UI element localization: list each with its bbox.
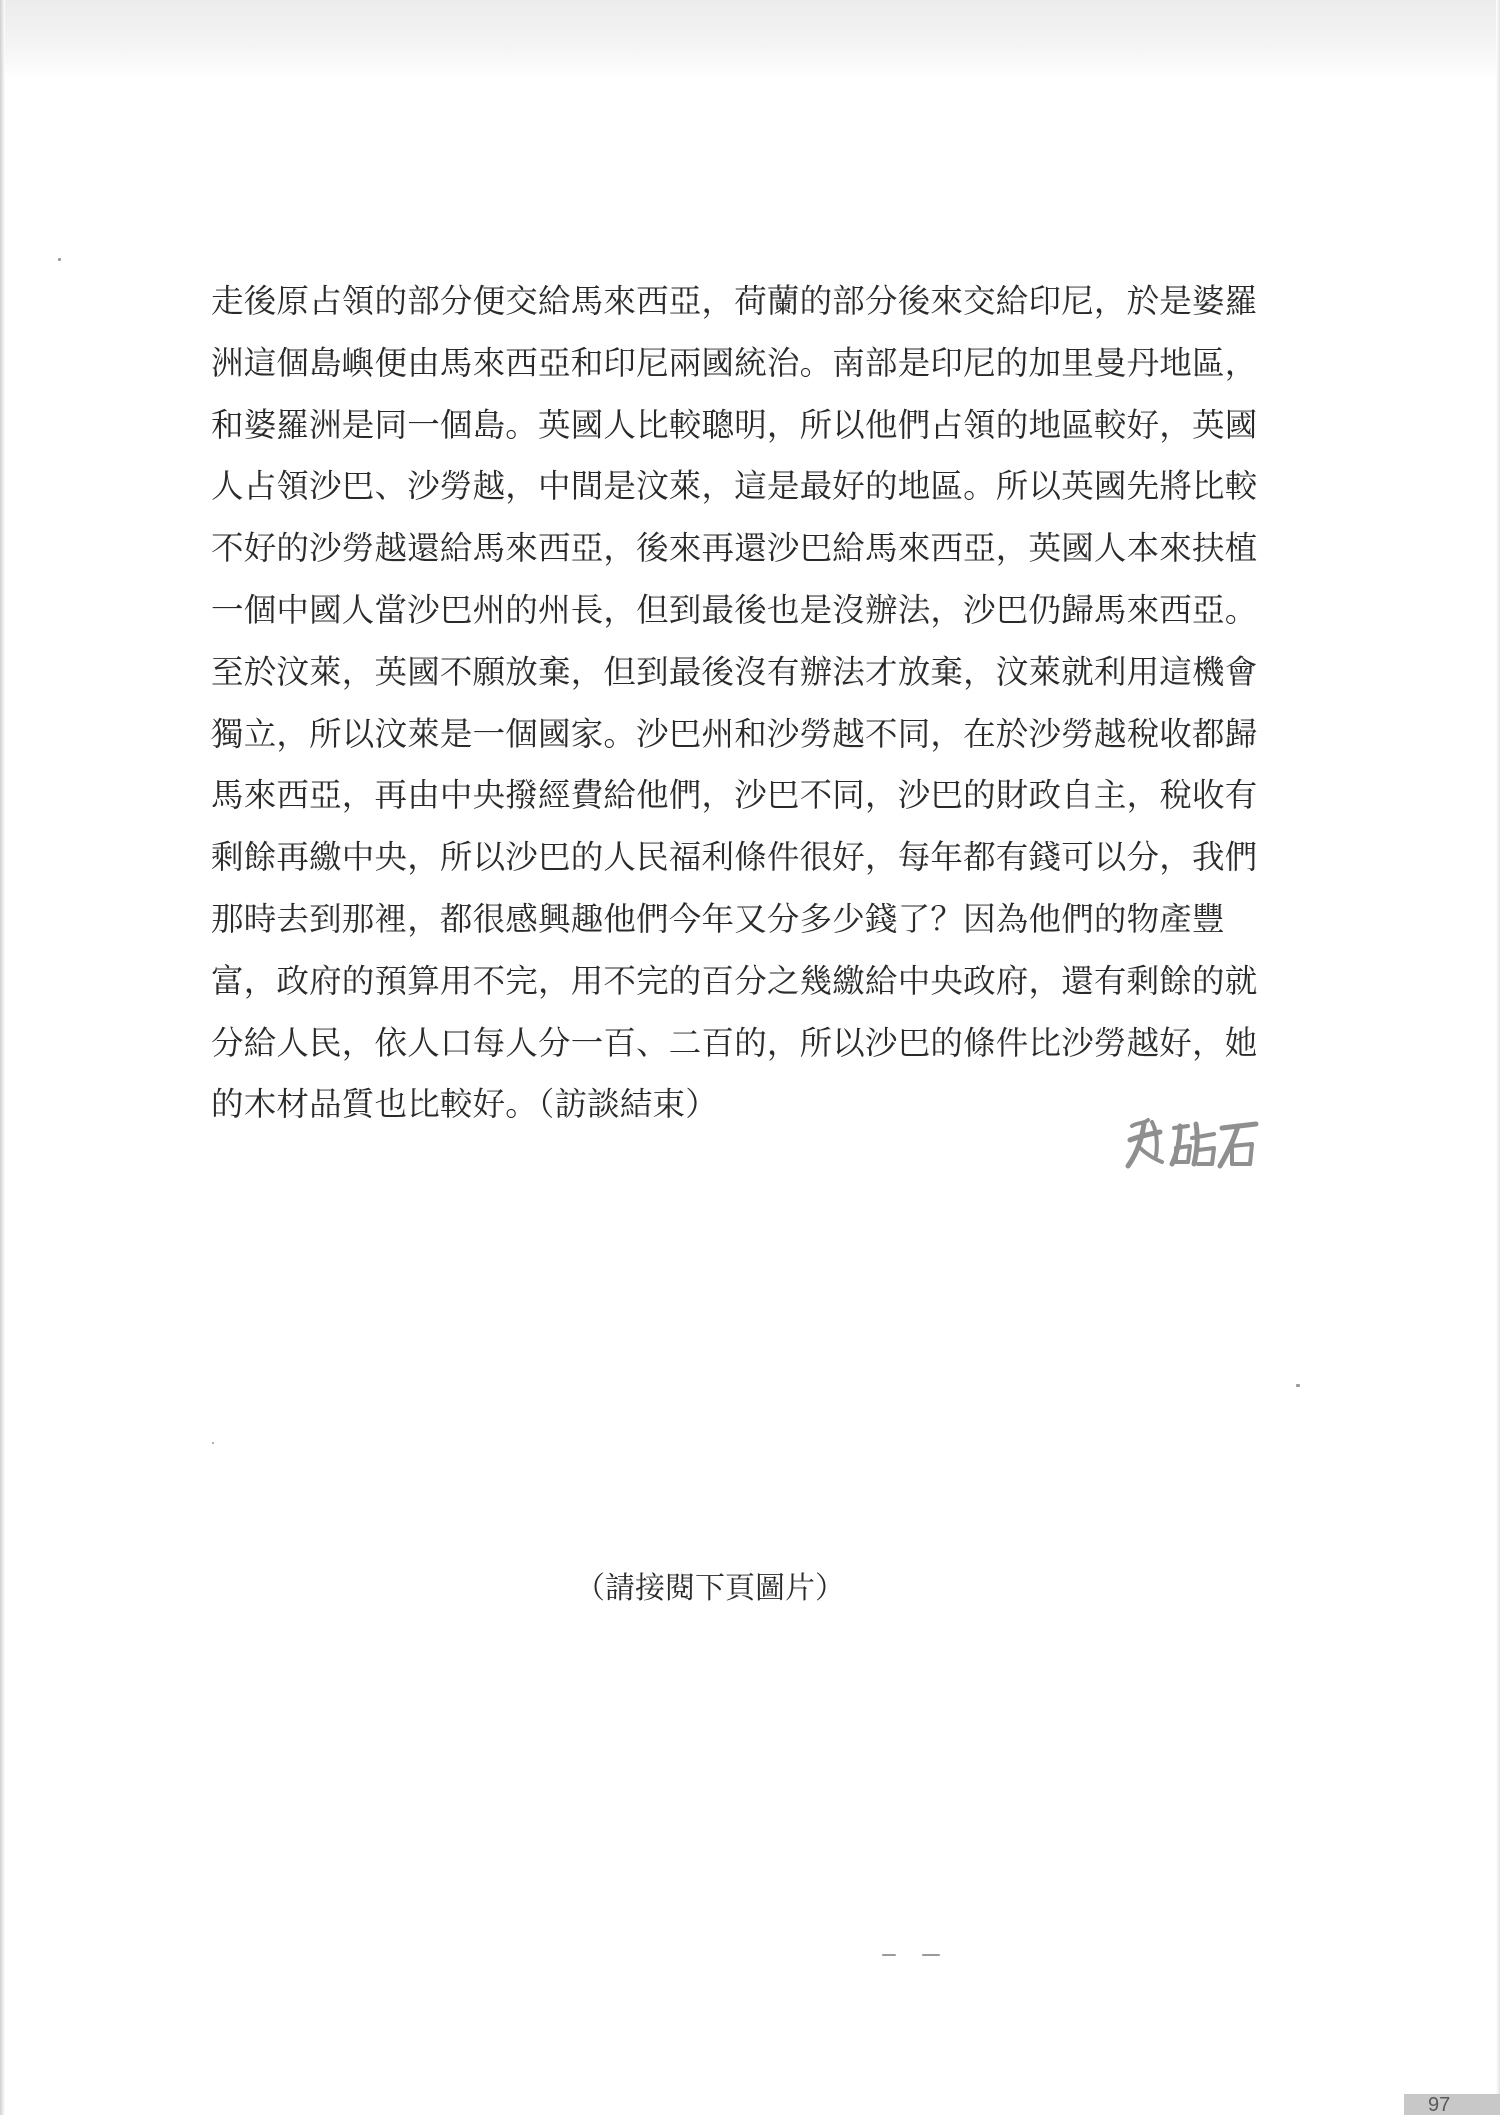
body-line: 人占領沙巴、沙勞越，中間是汶萊，這是最好的地區。所以英國先將比較	[211, 467, 1258, 506]
page-number: 97	[1428, 2094, 1451, 2115]
scan-speck	[1296, 1384, 1300, 1387]
body-line: 至於汶萊，英國不願放棄，但到最後沒有辦法才放棄，汶萊就利用這機會	[211, 652, 1258, 691]
body-line: 剩餘再繳中央，所以沙巴的人民福利條件很好，每年都有錢可以分，我們	[211, 838, 1258, 877]
page-right-edge	[1496, 0, 1500, 2115]
scan-speck	[922, 1954, 940, 1956]
body-line: 和婆羅洲是同一個島。英國人比較聰明，所以他們占領的地區較好，英國	[211, 405, 1258, 444]
signature-seal	[1122, 1112, 1262, 1176]
scan-speck	[58, 258, 61, 261]
body-text	[211, 271, 1271, 1136]
continued-note: （請接閱下頁圖片）	[575, 1571, 845, 1606]
body-line: 分給人民，依人口每人分一百、二百的，所以沙巴的條件比沙勞越好，她	[211, 1023, 1258, 1062]
page-number-tab	[1404, 2094, 1500, 2115]
page-top-shadow	[0, 0, 1500, 80]
body-line: 走後原占領的部分便交給馬來西亞，荷蘭的部分後來交給印尼，於是婆羅	[211, 282, 1258, 320]
body-line: 一個中國人當沙巴州的州長，但到最後也是沒辦法，沙巴仍歸馬來西亞。	[211, 590, 1258, 629]
scan-speck	[882, 1954, 896, 1956]
body-line: 富，政府的預算用不完，用不完的百分之幾繳給中央政府，還有剩餘的就	[211, 961, 1258, 1000]
page-left-edge	[0, 0, 5, 2115]
body-line: 獨立，所以汶萊是一個國家。沙巴州和沙勞越不同，在於沙勞越稅收都歸	[211, 714, 1258, 753]
scan-speck	[212, 1442, 214, 1444]
body-line: 那時去到那裡，都很感興趣他們今年又分多少錢了？因為他們的物產豐	[211, 899, 1225, 938]
body-line: 洲這個島嶼便由馬來西亞和印尼兩國統治。南部是印尼的加里曼丹地區，	[211, 343, 1258, 382]
body-line: 不好的沙勞越還給馬來西亞，後來再還沙巴給馬來西亞，英國人本來扶植	[211, 529, 1258, 568]
body-line: 的木材品質也比較好。（訪談結束）	[211, 1085, 718, 1124]
body-line: 馬來西亞，再由中央撥經費給他們，沙巴不同，沙巴的財政自主，稅收有	[211, 776, 1258, 815]
